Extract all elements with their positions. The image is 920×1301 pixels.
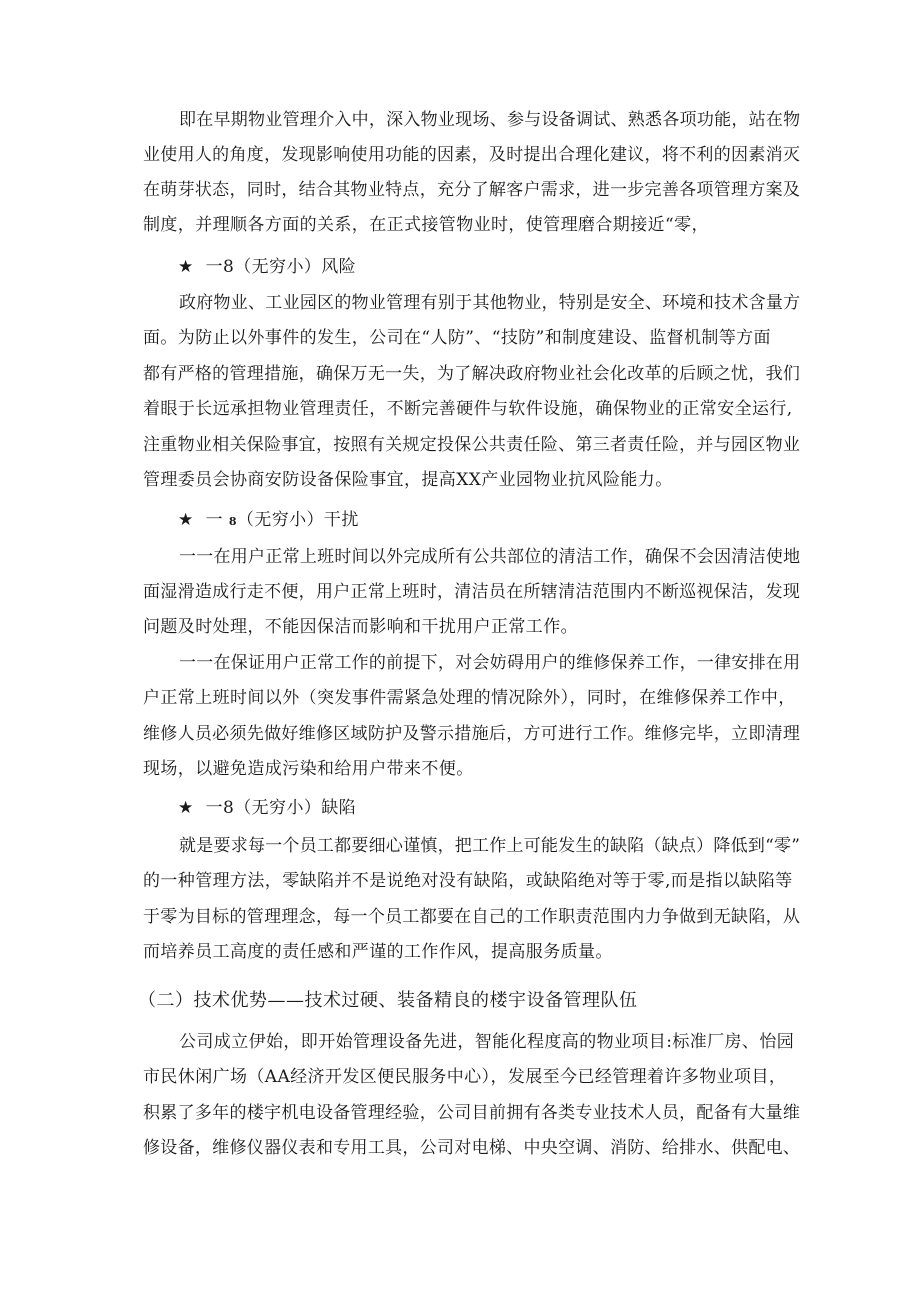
paragraph-line: 维修人员必须先做好维修区域防护及警示措施后，方可进行工作。维修完毕，立即清理 — [143, 724, 801, 744]
star-icon: ★ — [178, 257, 194, 277]
paragraph-line: 现场，以避免造成污染和给用户带来不便。 — [143, 759, 474, 779]
star-icon: ★ — [178, 510, 194, 530]
paragraph-line: 问题及时处理，不能因保洁而影响和干扰用户正常工作。 — [143, 617, 578, 637]
subheading-prefix-small: 8 — [228, 515, 237, 528]
paragraph-line: 制度，并理顺各方面的关系，在正式接管物业时，使管理磨合期接近“零， — [143, 215, 709, 235]
paragraph-line: 一一在保证用户正常工作的前提下，对会妨碍用户的维修保养工作，一律安排在用 — [179, 653, 801, 673]
paragraph-line: 积累了多年的楼宇机电设备管理经验，公司目前拥有各类专业技术人员，配备有大量维 — [143, 1103, 801, 1123]
subheading-title: 风险 — [321, 257, 357, 277]
subheading-risk — [178, 255, 356, 279]
paragraph-line: 于零为目标的管理理念，每一个员工都要在自己的工作职责范围内力争做到无缺陷，从 — [143, 907, 801, 927]
paragraph-line: 政府物业、工业园区的物业管理有别于其他物业，特别是安全、环境和技术含量方 — [179, 293, 801, 313]
paragraph-line: 即在早期物业管理介入中，深入物业现场、参与设备调试、熟悉各项功能，站在物 — [179, 110, 801, 130]
subheading-prefix: 一8（无穷小） — [205, 257, 322, 277]
subheading-prefix: 一8（无穷小） — [205, 798, 322, 818]
paragraph-line: 在萌芽状态，同时，结合其物业特点，充分了解客户需求，进一步完善各项管理方案及 — [143, 180, 801, 200]
subheading-prefix: 一 — [205, 510, 224, 530]
subheading-interference — [178, 508, 359, 534]
paragraph-line: 就是要求每一个员工都要细心谨慎，把工作上可能发生的缺陷（缺点）降低到“零” — [179, 836, 801, 856]
section-title: （二）技术优势——技术过硬、装备精良的楼宇设备管理队伍 — [138, 990, 638, 1011]
paragraph-line: 的一种管理方法，零缺陷并不是说绝对没有缺陷，或缺陷绝对等于零,而是指以缺陷等 — [143, 871, 793, 891]
subheading-title: 缺陷 — [321, 798, 357, 818]
paragraph-line: 着眼于长远承担物业管理责任，不断完善硬件与软件设施，确保物业的正常安全运行, — [143, 399, 793, 419]
paragraph-line: 面湿滑造成行走不便，用户正常上班时，清洁员在所辖清洁范围内不断巡视保洁，发现 — [143, 582, 801, 602]
paragraph-line: 户正常上班时间以外（突发事件需紧急处理的情况除外），同时，在维修保养工作中， — [143, 688, 796, 708]
paragraph-line: 管理委员会协商安防设备保险事宜，提高XX产业园物业抗风险能力。 — [143, 470, 673, 490]
paragraph-line: 业使用人的角度，发现影响使用功能的因素，及时提出合理化建议，将不利的因素消灭 — [143, 145, 801, 165]
paragraph-line: 公司成立伊始，即开始管理设备先进，智能化程度高的物业项目:标准厂房、怡园 — [179, 1032, 795, 1052]
paragraph-line: 而培养员工高度的责任感和严谨的工作作风，提高服务质量。 — [143, 942, 613, 962]
subheading-title: 干扰 — [323, 510, 359, 530]
subheading-prefix: （无穷小） — [236, 510, 324, 530]
paragraph-line: 面。为防止以外事件的发生，公司在“人防”、“技防”和制度建设、监督机制等方面 — [143, 328, 771, 348]
paragraph-line: 修设备，维修仪器仪表和专用工具，公司对电梯、中央空调、消防、给排水、供配电、 — [143, 1138, 801, 1158]
paragraph-line: 市民休闲广场（AA经济开发区便民服务中心），发展至今已经管理着许多物业项目， — [143, 1067, 787, 1087]
paragraph-line: 注重物业相关保险事宜，按照有关规定投保公共责任险、第三者责任险，并与园区物业 — [143, 435, 801, 455]
star-icon: ★ — [178, 798, 194, 818]
paragraph-line: 一一在用户正常上班时间以外完成所有公共部位的清洁工作，确保不会因清洁使地 — [179, 547, 801, 567]
paragraph-line: 都有严格的管理措施，确保万无一失，为了解决政府物业社会化改革的后顾之忧，我们 — [143, 364, 801, 384]
subheading-defect — [178, 796, 356, 820]
